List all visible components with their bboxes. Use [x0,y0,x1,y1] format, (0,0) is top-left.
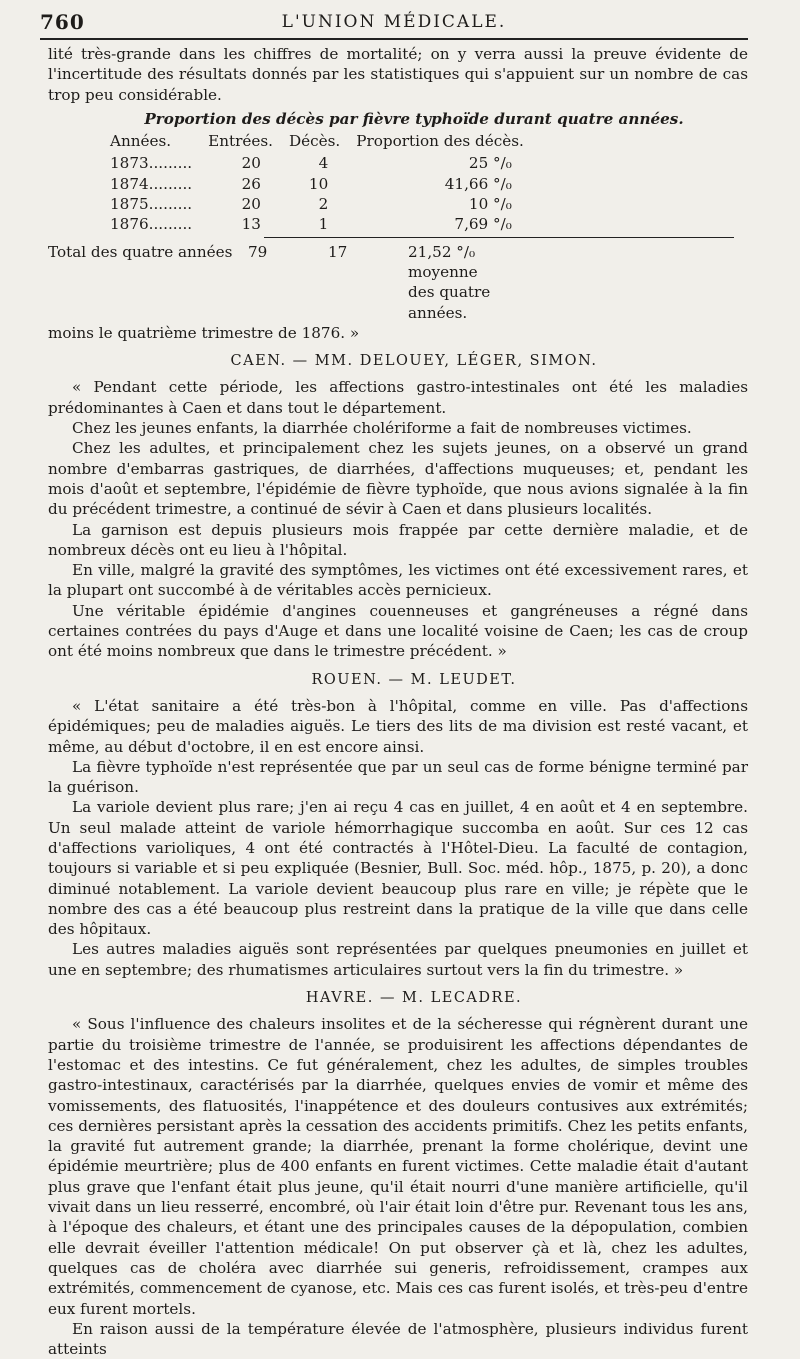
page-body [48,44,748,1359]
total-row [48,242,748,323]
entries-cell: 20 [241,195,261,214]
proportion-cell: 41,66 °/₀ [444,174,512,193]
column-header: Décès. [288,132,341,151]
rouen-paragraph: « L'état sanitaire a été très-bon à l'hôpital, comme en ville. Pas d'affections épidémiques; peu de maladies aiguës. Le tiers des lits de ma division est resté vacant, et même, au début d'octobre, il en est encore ainsi. [48,696,748,756]
table-row [110,174,540,194]
running-title: L'UNION MÉDICALE. [281,12,507,32]
page-number: 760 [40,10,85,34]
year-cell: 1873......... [110,154,193,173]
proportion-cell: 10 °/₀ [468,195,512,214]
sum-rule [264,237,734,238]
proportion-cell: 25 °/₀ [468,154,512,173]
deaths-cell: 10 [308,174,329,193]
caen-paragraph: Chez les adultes, et principalement chez les sujets jeunes, on a observé un grand nombre d'embarras gastriques, de diarrhées, d'affections muqueuses; et, pendant les mois d'août et septembre, l'épidémie de fièvre typhoïde, que nous avions signalée à la fin du précédent trimestre, a continué de sévir à Caen et dans plusieurs localités. [48,439,748,519]
entries-cell: 26 [241,174,261,193]
caen-paragraph: La garnison est depuis plusieurs mois frappée par cette dernière maladie, et de nombreux décès ont eu lieu à l'hôpital. [48,520,748,559]
caen-paragraph: Une véritable épidémie d'angines couenneuses et gangréneuses a régné dans certaines contrées du pays d'Auge et dans une localité voisine de Caen; les cas de croup ont été moins nombreux que dans le trimestre précédent. » [48,601,748,661]
caen-paragraph: « Pendant cette période, les affections gastro-intestinales ont été les maladies prédominantes à Caen et dans tout le département. [48,378,748,417]
column-header: Proportion des décès. [356,132,524,151]
caen-paragraph: Chez les jeunes enfants, la diarrhée cholériforme a fait de nombreuses victimes. [72,419,692,438]
rouen-paragraph: Les autres maladies aiguës sont représentées par quelques pneumonies en juillet et une en septembre; des rhumatismes articulaires surtout vers la fin du trimestre. » [48,940,748,979]
deaths-cell: 1 [318,215,329,234]
entries-cell: 13 [241,215,261,234]
section-heading-havre: HAVRE. — M. LECADRE. [305,990,523,1007]
deaths-cell: 4 [318,154,329,173]
section-heading-rouen: ROUEN. — M. LEUDET. [311,671,517,688]
table-footer: moins le quatrième trimestre de 1876. » [48,323,360,342]
rouen-paragraph: La fièvre typhoïde n'est représentée que par un seul cas de forme bénigne terminé par la guérison. [48,757,748,797]
year-cell: 1875......... [110,195,193,214]
proportion-cell: 7,69 °/₀ [454,215,512,234]
deaths-cell: 2 [318,195,329,214]
table-row [110,214,540,234]
havre-paragraph: En raison aussi de la température élevée de l'atmosphère, plusieurs individus furent atteints [48,1319,748,1359]
page-header [40,6,748,36]
caen-paragraph: En ville, malgré la gravité des symptômes, les victimes ont été excessivement rares, et la plupart ont succombé à de véritables accès pernicieux. [48,561,748,600]
rouen-paragraph: La variole devient plus rare; j'en ai reçu 4 cas en juillet, 4 en août et 4 en septembre. Un seul malade atteint de variole hémorrhagique succomba en août. Sur ces 12 cas d'affections varioliques, 4 ont été contractés à l'Hôtel-Dieu. La faculté de contagion, toujours si variable et si peu expliquée (Besnier, Bull. Soc. méd. hôp., 1875, p. 20), a donc diminué notablement. La variole devient beaucoup plus rare en ville; je répète que le nombre des cas a été beaucoup plus restreint dans la pratique de la ville que dans celle des hôpitaux. [48,798,748,939]
year-cell: 1874......... [110,174,193,193]
column-header: Entrées. [208,132,273,151]
table-title: Proportion des décès par fièvre typhoïde durant quatre années. [144,109,684,128]
havre-paragraph: « Sous l'influence des chaleurs insolites et de la sécheresse qui régnèrent durant une partie du troisième trimestre de l'année, se produisirent les affections dépendantes de l'estomac et des intestins. Ce fut généralement, chez les adultes, de simples troubles gastro-intestinaux, caractérisés par la diarrhée, quelques envies de vomir et même des vomissements, des flatuosités, l'inappétence et des douleurs contusives aux extrémités; ces dernières persistant après la cessation des accidents primitifs. Chez les petits enfants, la gravité fut autrement grande; la diarrhée, prenant la forme cholérique, devint une épidémie meurtrière; plus de 400 enfants en furent victimes. Cette maladie était d'autant plus grave que l'enfant était plus jeune, qu'il était nourri d'une manière artificielle, qu'il vivait dans un lieu resserré, encombré, où l'air était loin d'être pur. Revenant tous les ans, à l'époque des chaleurs, et étant une des principales causes de la dépopulation, combien elle devrait éveiller l'attention médicale! On put observer çà et là, chez les adultes, quelques cas de choléra avec diarrhée sui generis, refroidissement, crampes aux extrémités, commencement de cyanose, etc. Mais ces cas furent isolés, et très-peu d'entre eux furent mortels. [48,1015,748,1318]
total-label: Total des quatre années [48,242,233,261]
table-row [110,153,540,173]
header-rule [40,38,748,40]
section-heading-caen: CAEN. — MM. DELOUEY, LÉGER, SIMON. [230,353,598,370]
mortality-table [110,131,540,234]
total-entries: 79 [248,242,268,261]
table-row [110,194,540,214]
table-header-row [110,131,540,153]
column-header: Années. [110,132,172,151]
intro-paragraph: lité très-grande dans les chiffres de mortalité; on y verra aussi la preuve évidente de l'incertitude des résultats donnés par les statistiques qui s'appuient sur un nombre de cas trop peu considérable. [48,45,748,104]
entries-cell: 20 [241,154,261,173]
year-cell: 1876......... [110,215,193,234]
total-deaths: 17 [328,242,348,261]
total-proportion: 21,52 °/₀ moyenne des quatre années. [408,242,491,322]
